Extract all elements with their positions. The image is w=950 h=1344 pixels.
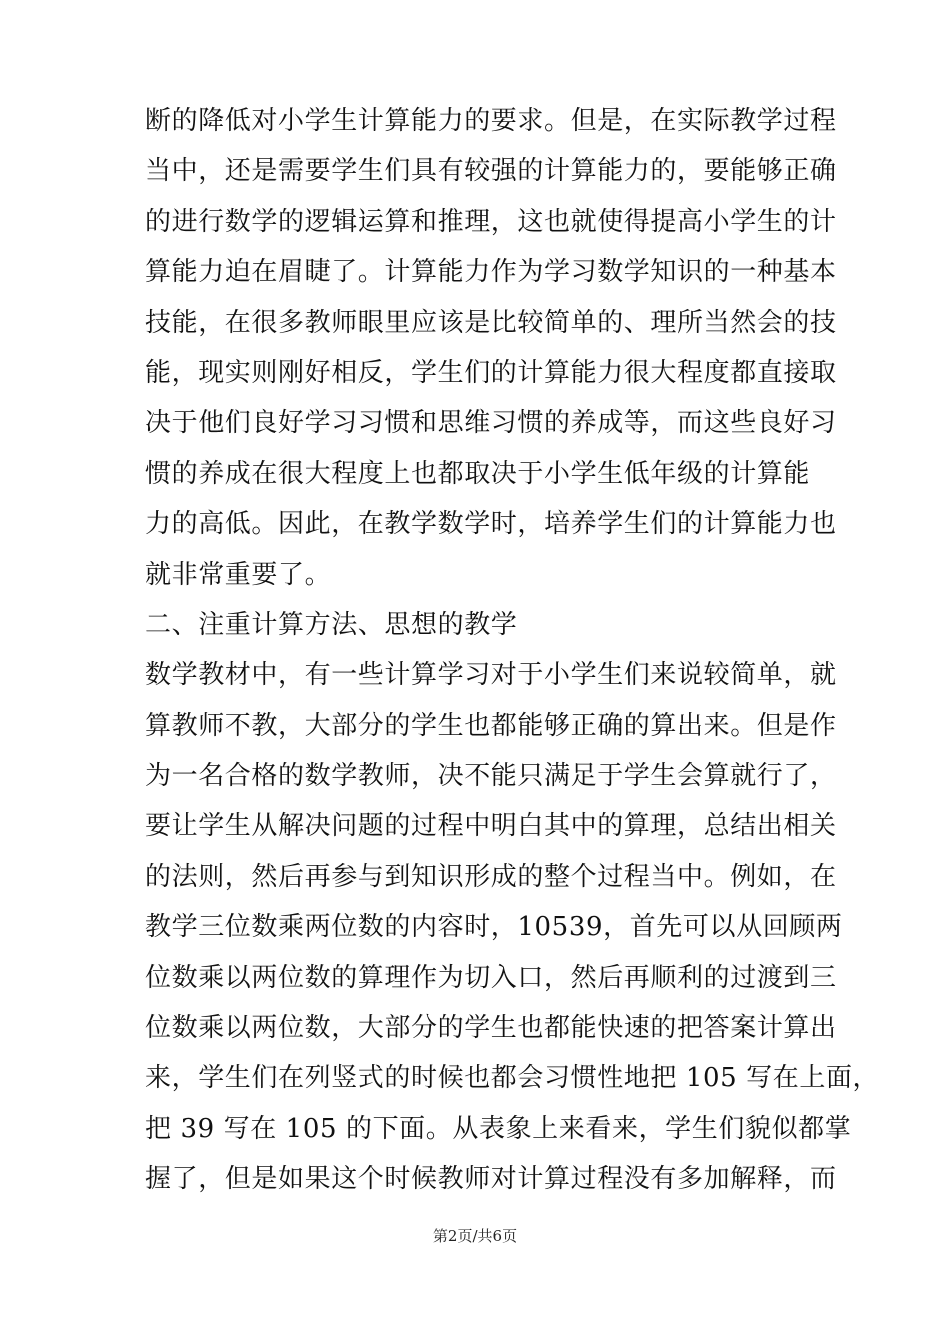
- text-line: 能，现实则刚好相反，学生们的计算能力很大程度都直接取: [145, 357, 837, 388]
- text-line: 惯的养成在很大程度上也都取决于小学生低年级的计算能: [145, 458, 811, 489]
- text-line: 把 39 写在 105 的下面。从表象上来看来，学生们貌似都掌: [145, 1113, 852, 1144]
- body-text: [145, 96, 880, 1205]
- text-line: 要让学生从解决问题的过程中明白其中的算理，总结出相关: [145, 811, 837, 842]
- text-line: 数学教材中，有一些计算学习对于小学生们来说较简单，就: [145, 660, 837, 691]
- text-line: 教学三位数乘两位数的内容时，10539，首先可以从回顾两: [145, 912, 843, 943]
- text-line: 握了，但是如果这个时候教师对计算过程没有多加解释，而: [145, 1164, 837, 1195]
- text-line: 为一名合格的数学教师，决不能只满足于学生会算就行了，: [145, 761, 837, 792]
- text-line: 位数乘以两位数，大部分的学生也都能快速的把答案计算出: [145, 1013, 837, 1044]
- text-line: 力的高低。因此，在教学数学时，培养学生们的计算能力也: [145, 509, 837, 540]
- text-line: 决于他们良好学习习惯和思维习惯的养成等，而这些良好习: [145, 408, 837, 439]
- text-line: 的进行数学的逻辑运算和推理，这也就使得提高小学生的计: [145, 206, 837, 237]
- text-line: 技能，在很多教师眼里应该是比较简单的、理所当然会的技: [145, 307, 837, 338]
- text-line: 算能力迫在眉睫了。计算能力作为学习数学知识的一种基本: [145, 257, 837, 288]
- text-line: 断的降低对小学生计算能力的要求。但是，在实际教学过程: [145, 106, 837, 136]
- section-heading: 二、注重计算方法、思想的教学: [145, 609, 518, 640]
- text-line: 位数乘以两位数的算理作为切入口，然后再顺利的过渡到三: [145, 962, 837, 993]
- text-line: 来，学生们在列竖式的时候也都会习惯性地把 105 写在上面，: [145, 1063, 880, 1094]
- page-number-footer: 第2页/共6页: [432, 1227, 518, 1245]
- text-line: 的法则，然后再参与到知识形成的整个过程当中。例如，在: [145, 861, 837, 892]
- text-line: 算教师不教，大部分的学生也都能够正确的算出来。但是作: [145, 710, 837, 741]
- text-line: 当中，还是需要学生们具有较强的计算能力的，要能够正确: [145, 156, 837, 187]
- text-line: 就非常重要了。: [145, 559, 332, 590]
